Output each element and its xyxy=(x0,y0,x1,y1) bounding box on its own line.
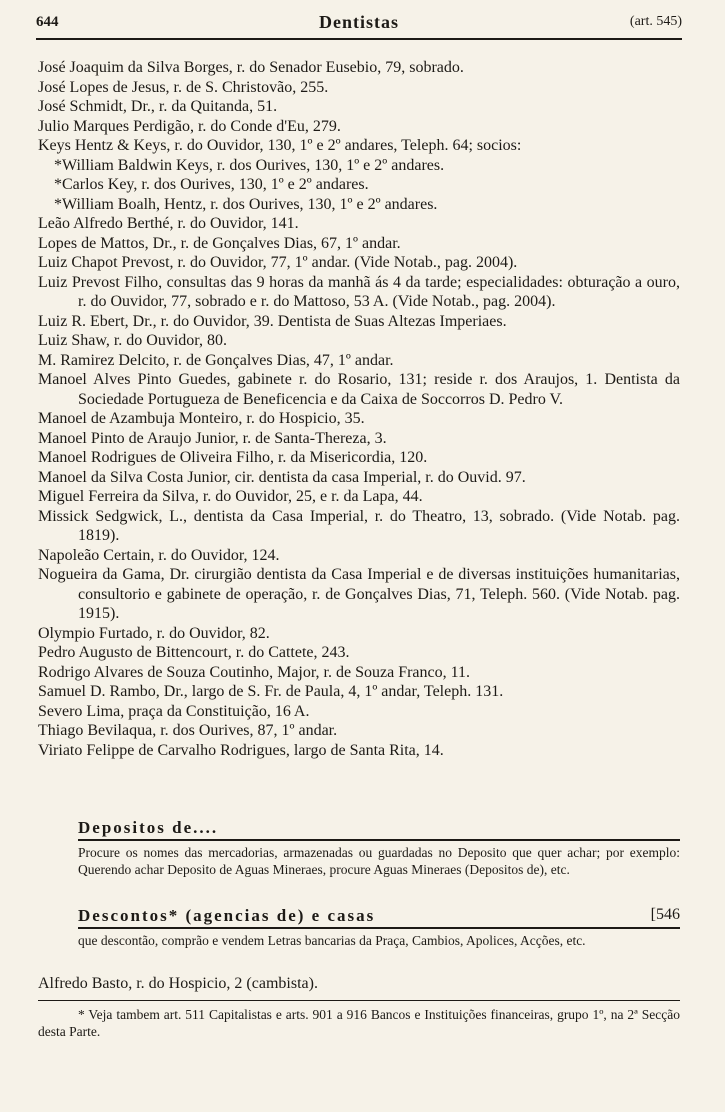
list-subitem: *William Baldwin Keys, r. dos Ourives, 130, 1º e 2º andares. xyxy=(54,156,445,174)
list-item: Luiz Chapot Prevost, r. do Ouvidor, 77, 1º andar. (Vide Notab., pag. 2004). xyxy=(38,254,518,271)
depositos-heading xyxy=(78,818,680,841)
list-item: Samuel D. Rambo, Dr., largo de S. Fr. de Paula, 4, 1º andar, Teleph. 131. xyxy=(38,683,504,700)
cambista-entry: Alfredo Basto, r. do Hospicio, 2 (cambista). xyxy=(38,975,318,992)
depositos-section xyxy=(78,818,680,878)
list-subitem: *Carlos Key, r. dos Ourives, 130, 1º e 2º andares. xyxy=(54,176,369,193)
footnote-rule xyxy=(38,1000,680,1001)
list-item: Miguel Ferreira da Silva, r. do Ouvidor, 25, e r. da Lapa, 44. xyxy=(38,488,423,505)
list-subitem: *William Boalh, Hentz, r. dos Ourives, 130, 1º e 2º andares. xyxy=(54,195,438,213)
list-item: Napoleão Certain, r. do Ouvidor, 124. xyxy=(38,546,280,564)
page-number: 644 xyxy=(36,14,59,30)
list-item: Manoel Pinto de Araujo Junior, r. de Santa-Thereza, 3. xyxy=(38,429,387,447)
article-reference: (art. 545) xyxy=(629,14,682,29)
list-item: Olympio Furtado, r. do Ouvidor, 82. xyxy=(38,624,270,642)
list-item: Luiz Prevost Filho, consultas das 9 horas da manhã ás 4 da tarde; especialidades: obturação a ouro, r. do Ouvidor, 77, sobrado e r. do Mattoso, 53 A. (Vide Notab., pag. 2004). xyxy=(38,273,680,310)
list-item: José Joaquim da Silva Borges, r. do Senador Eusebio, 79, sobrado. xyxy=(38,59,464,76)
dentist-list xyxy=(38,58,680,760)
descontos-heading-text: Descontos* (agencias de) e casas xyxy=(78,906,376,925)
list-item: Manoel de Azambuja Monteiro, r. do Hospicio, 35. xyxy=(38,410,365,427)
list-item: Luiz Shaw, r. do Ouvidor, 80. xyxy=(38,332,227,349)
list-item: Leão Alfredo Berthé, r. do Ouvidor, 141. xyxy=(38,215,299,232)
header-rule xyxy=(36,38,682,40)
list-item: Severo Lima, praça da Constituição, 16 A. xyxy=(38,702,310,720)
descontos-section xyxy=(78,906,680,949)
list-item: José Lopes de Jesus, r. de S. Christovão, 255. xyxy=(38,78,329,96)
list-item: José Schmidt, Dr., r. da Quitanda, 51. xyxy=(38,98,278,115)
list-item: Thiago Bevilaqua, r. dos Ourives, 87, 1º andar. xyxy=(38,722,338,739)
list-item: Rodrigo Alvares de Souza Coutinho, Major, r. de Souza Franco, 11. xyxy=(38,663,471,681)
descontos-body: que descontão, comprão e vendem Letras bancarias da Praça, Cambios, Apolices, Acções, etc. xyxy=(78,933,586,948)
list-item: Keys Hentz & Keys, r. do Ouvidor, 130, 1º e 2º andares, Teleph. 64; socios: xyxy=(38,137,522,154)
page-title: Dentistas xyxy=(319,12,399,32)
list-item: Manoel da Silva Costa Junior, cir. dentista da casa Imperial, r. do Ouvid. 97. xyxy=(38,468,526,486)
list-item: Luiz R. Ebert, Dr., r. do Ouvidor, 39. Dentista de Suas Altezas Imperiaes. xyxy=(38,312,507,330)
list-item: M. Ramirez Delcito, r. de Gonçalves Dias, 47, 1º andar. xyxy=(38,351,394,369)
depositos-body: Procure os nomes das mercadorias, armazenadas ou guardadas no Deposito que quer achar; por exemplo: Querendo achar Deposito de Aguas Mineraes, procure Aguas Mineraes (Depositos de), etc. xyxy=(78,845,680,877)
list-item: Manoel Alves Pinto Guedes, gabinete r. do Rosario, 131; reside r. dos Araujos, 1. Dentista da Sociedade Portugueza de Beneficencia e da Caixa de Soccorros D. Pedro V. xyxy=(38,371,680,408)
list-item: Julio Marques Perdigão, r. do Conde d'Eu, 279. xyxy=(38,117,341,135)
depositos-heading-text: Depositos de.... xyxy=(78,818,219,837)
list-item: Viriato Felippe de Carvalho Rodrigues, largo de Santa Rita, 14. xyxy=(38,741,444,759)
descontos-article-number: [546 xyxy=(650,906,680,923)
list-item: Manoel Rodrigues de Oliveira Filho, r. da Misericordia, 120. xyxy=(38,449,428,466)
list-item: Nogueira da Gama, Dr. cirurgião dentista da Casa Imperial e de diversas instituições humanitarias, consultorio e gabinete de operação, r. de Gonçalves Dias, 71, Teleph. 560. (Vide Notab. pag. 1915). xyxy=(38,566,680,622)
page-header xyxy=(36,10,682,36)
list-item: Pedro Augusto de Bittencourt, r. do Cattete, 243. xyxy=(38,644,350,661)
list-item: Missick Sedgwick, L., dentista da Casa Imperial, r. do Theatro, 13, sobrado. (Vide Notab. pag. 1819). xyxy=(38,507,680,544)
descontos-heading xyxy=(78,906,680,929)
list-item: Lopes de Mattos, Dr., r. de Gonçalves Dias, 67, 1º andar. xyxy=(38,234,401,252)
footnote: * Veja tambem art. 511 Capitalistas e arts. 901 a 916 Bancos e Instituições financeiras, grupo 1º, na 2ª Secção desta Parte. xyxy=(38,1007,680,1039)
